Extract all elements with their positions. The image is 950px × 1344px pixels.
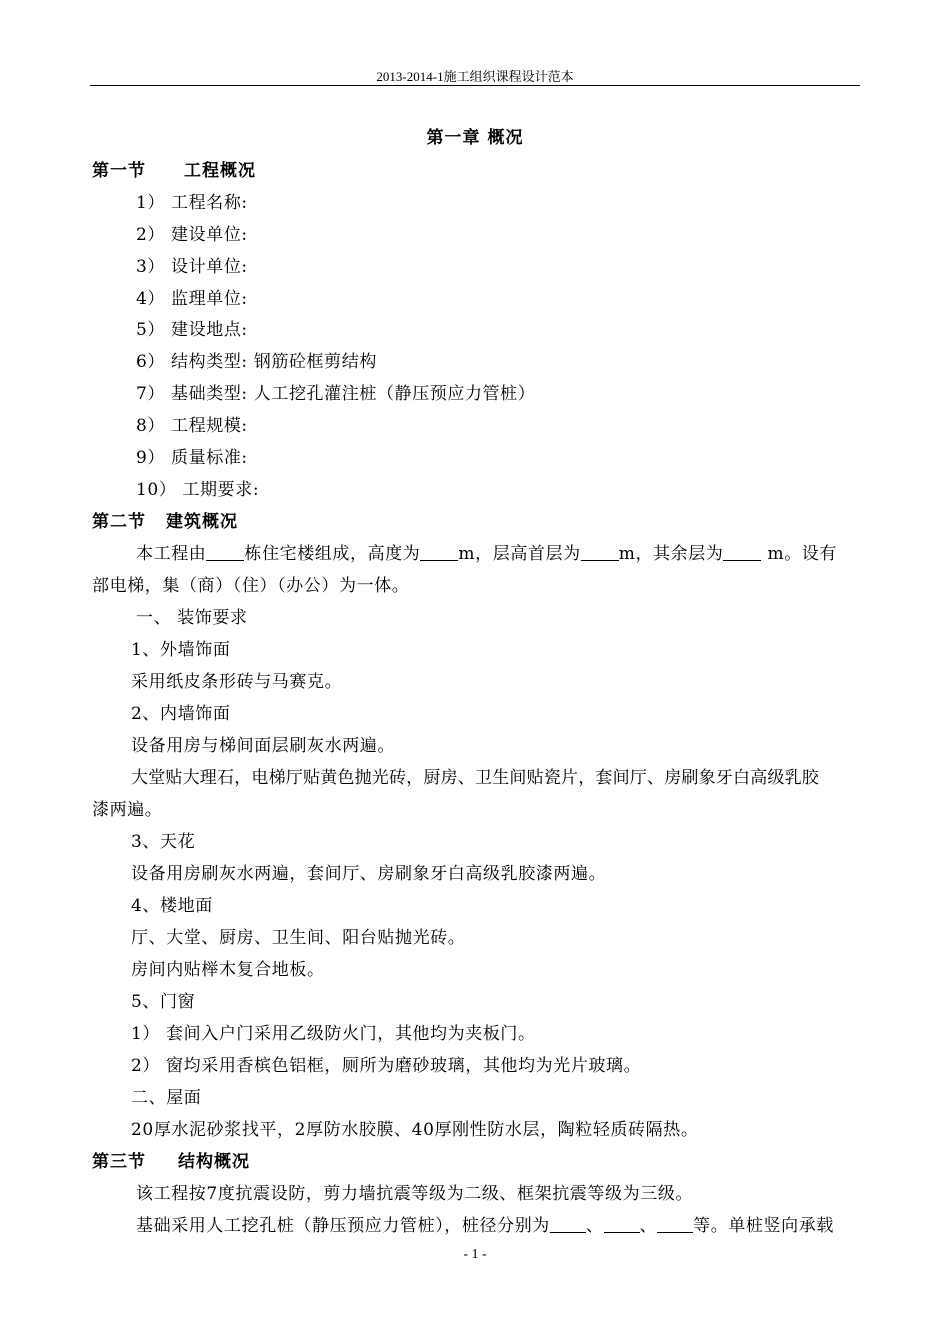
intro-text: 栋住宅楼组成，高度为 bbox=[244, 544, 421, 564]
doors-text: 1） 套间入户门采用乙级防火门，其他均为夹板门。 bbox=[131, 1024, 536, 1044]
intro-text: 本工程由 bbox=[136, 544, 207, 564]
section1-item: 7） 基础类型: 人工挖孔灌注桩（静压预应力管桩） bbox=[136, 384, 536, 404]
floor-text: 厅、大堂、厨房、卫生间、阳台贴抛光砖。 bbox=[131, 928, 466, 948]
structure-text-pile bbox=[136, 1216, 834, 1236]
section1-item: 6） 结构类型: 钢筋砼框剪结构 bbox=[136, 352, 377, 372]
section2-heading bbox=[92, 512, 238, 532]
ext-wall-title: 1、外墙饰面 bbox=[131, 640, 231, 660]
section3-name: 结构概况 bbox=[178, 1152, 250, 1172]
ext-wall-text: 采用纸皮条形砖与马赛克。 bbox=[131, 672, 343, 692]
int-wall-title: 2、内墙饰面 bbox=[131, 704, 231, 724]
section1-name: 工程概况 bbox=[184, 161, 256, 181]
blank-underline bbox=[550, 1216, 586, 1233]
section1-item: 2） 建设单位: bbox=[136, 225, 248, 245]
pile-text: 等。单桩竖向承载 bbox=[693, 1216, 834, 1236]
blank-underline bbox=[420, 544, 458, 561]
building-intro-line bbox=[136, 544, 837, 564]
pile-sep: 、 bbox=[639, 1216, 658, 1236]
int-wall-text-cont: 漆两遍。 bbox=[92, 800, 163, 820]
section3-heading bbox=[92, 1152, 250, 1172]
int-wall-text: 设备用房与梯间面层刷灰水两遍。 bbox=[131, 736, 395, 756]
doors-text: 2） 窗均采用香槟色铝框，厕所为磨砂玻璃，其他均为光片玻璃。 bbox=[131, 1056, 642, 1076]
blank-underline bbox=[723, 544, 761, 561]
intro-text: m，其余层为 bbox=[618, 544, 724, 564]
building-intro-cont: 部电梯，集（商）（住）（办公）为一体。 bbox=[92, 576, 410, 596]
section1-item: 9） 质量标准: bbox=[136, 448, 248, 468]
section1-item: 10） 工期要求: bbox=[136, 480, 260, 500]
pile-sep: 、 bbox=[585, 1216, 604, 1236]
blank-underline bbox=[657, 1216, 693, 1233]
decor-heading: 一、 装饰要求 bbox=[136, 608, 248, 628]
section1-item: 8） 工程规模: bbox=[136, 416, 248, 436]
section2-number: 第二节 bbox=[92, 512, 146, 532]
section1-item: 3） 设计单位: bbox=[136, 257, 248, 277]
intro-text: m，层高首层为 bbox=[458, 544, 581, 564]
blank-underline bbox=[581, 544, 619, 561]
floor-text: 房间内贴榉木复合地板。 bbox=[131, 960, 325, 980]
header-rule bbox=[90, 85, 860, 86]
section1-heading bbox=[92, 161, 256, 181]
roof-title: 二、屋面 bbox=[131, 1088, 202, 1108]
blank-underline bbox=[604, 1216, 640, 1233]
int-wall-text: 大堂贴大理石，电梯厅贴黄色抛光砖，厨房、卫生间贴瓷片，套间厅、房刷象牙白高级乳胶 bbox=[131, 768, 819, 788]
page-number: - 1 - bbox=[463, 1247, 487, 1262]
blank-underline bbox=[206, 544, 244, 561]
section1-item: 5） 建设地点: bbox=[136, 320, 248, 340]
roof-text: 20厚水泥砂浆找平，2厚防水胶膜、40厚刚性防水层，陶粒轻质砖隔热。 bbox=[131, 1120, 699, 1140]
page-header: 2013-2014-1施工组织课程设计范本 bbox=[376, 69, 574, 84]
ceiling-text: 设备用房刷灰水两遍，套间厅、房刷象牙白高级乳胶漆两遍。 bbox=[131, 864, 607, 884]
structure-text: 该工程按7度抗震设防，剪力墙抗震等级为二级、框架抗震等级为三级。 bbox=[136, 1184, 694, 1204]
section1-item: 4） 监理单位: bbox=[136, 289, 248, 309]
chapter-title: 第一章 概况 bbox=[426, 128, 524, 148]
ceiling-title: 3、天花 bbox=[131, 832, 196, 852]
floor-title: 4、楼地面 bbox=[131, 896, 213, 916]
doors-title: 5、门窗 bbox=[131, 992, 196, 1012]
section3-number: 第三节 bbox=[92, 1152, 146, 1172]
section1-number: 第一节 bbox=[92, 161, 146, 181]
section1-item: 1） 工程名称: bbox=[136, 193, 248, 213]
section2-name: 建筑概况 bbox=[166, 512, 238, 532]
pile-text: 基础采用人工挖孔桩（静压预应力管桩），桩径分别为 bbox=[136, 1216, 550, 1236]
intro-text: m。设有 bbox=[761, 544, 837, 564]
